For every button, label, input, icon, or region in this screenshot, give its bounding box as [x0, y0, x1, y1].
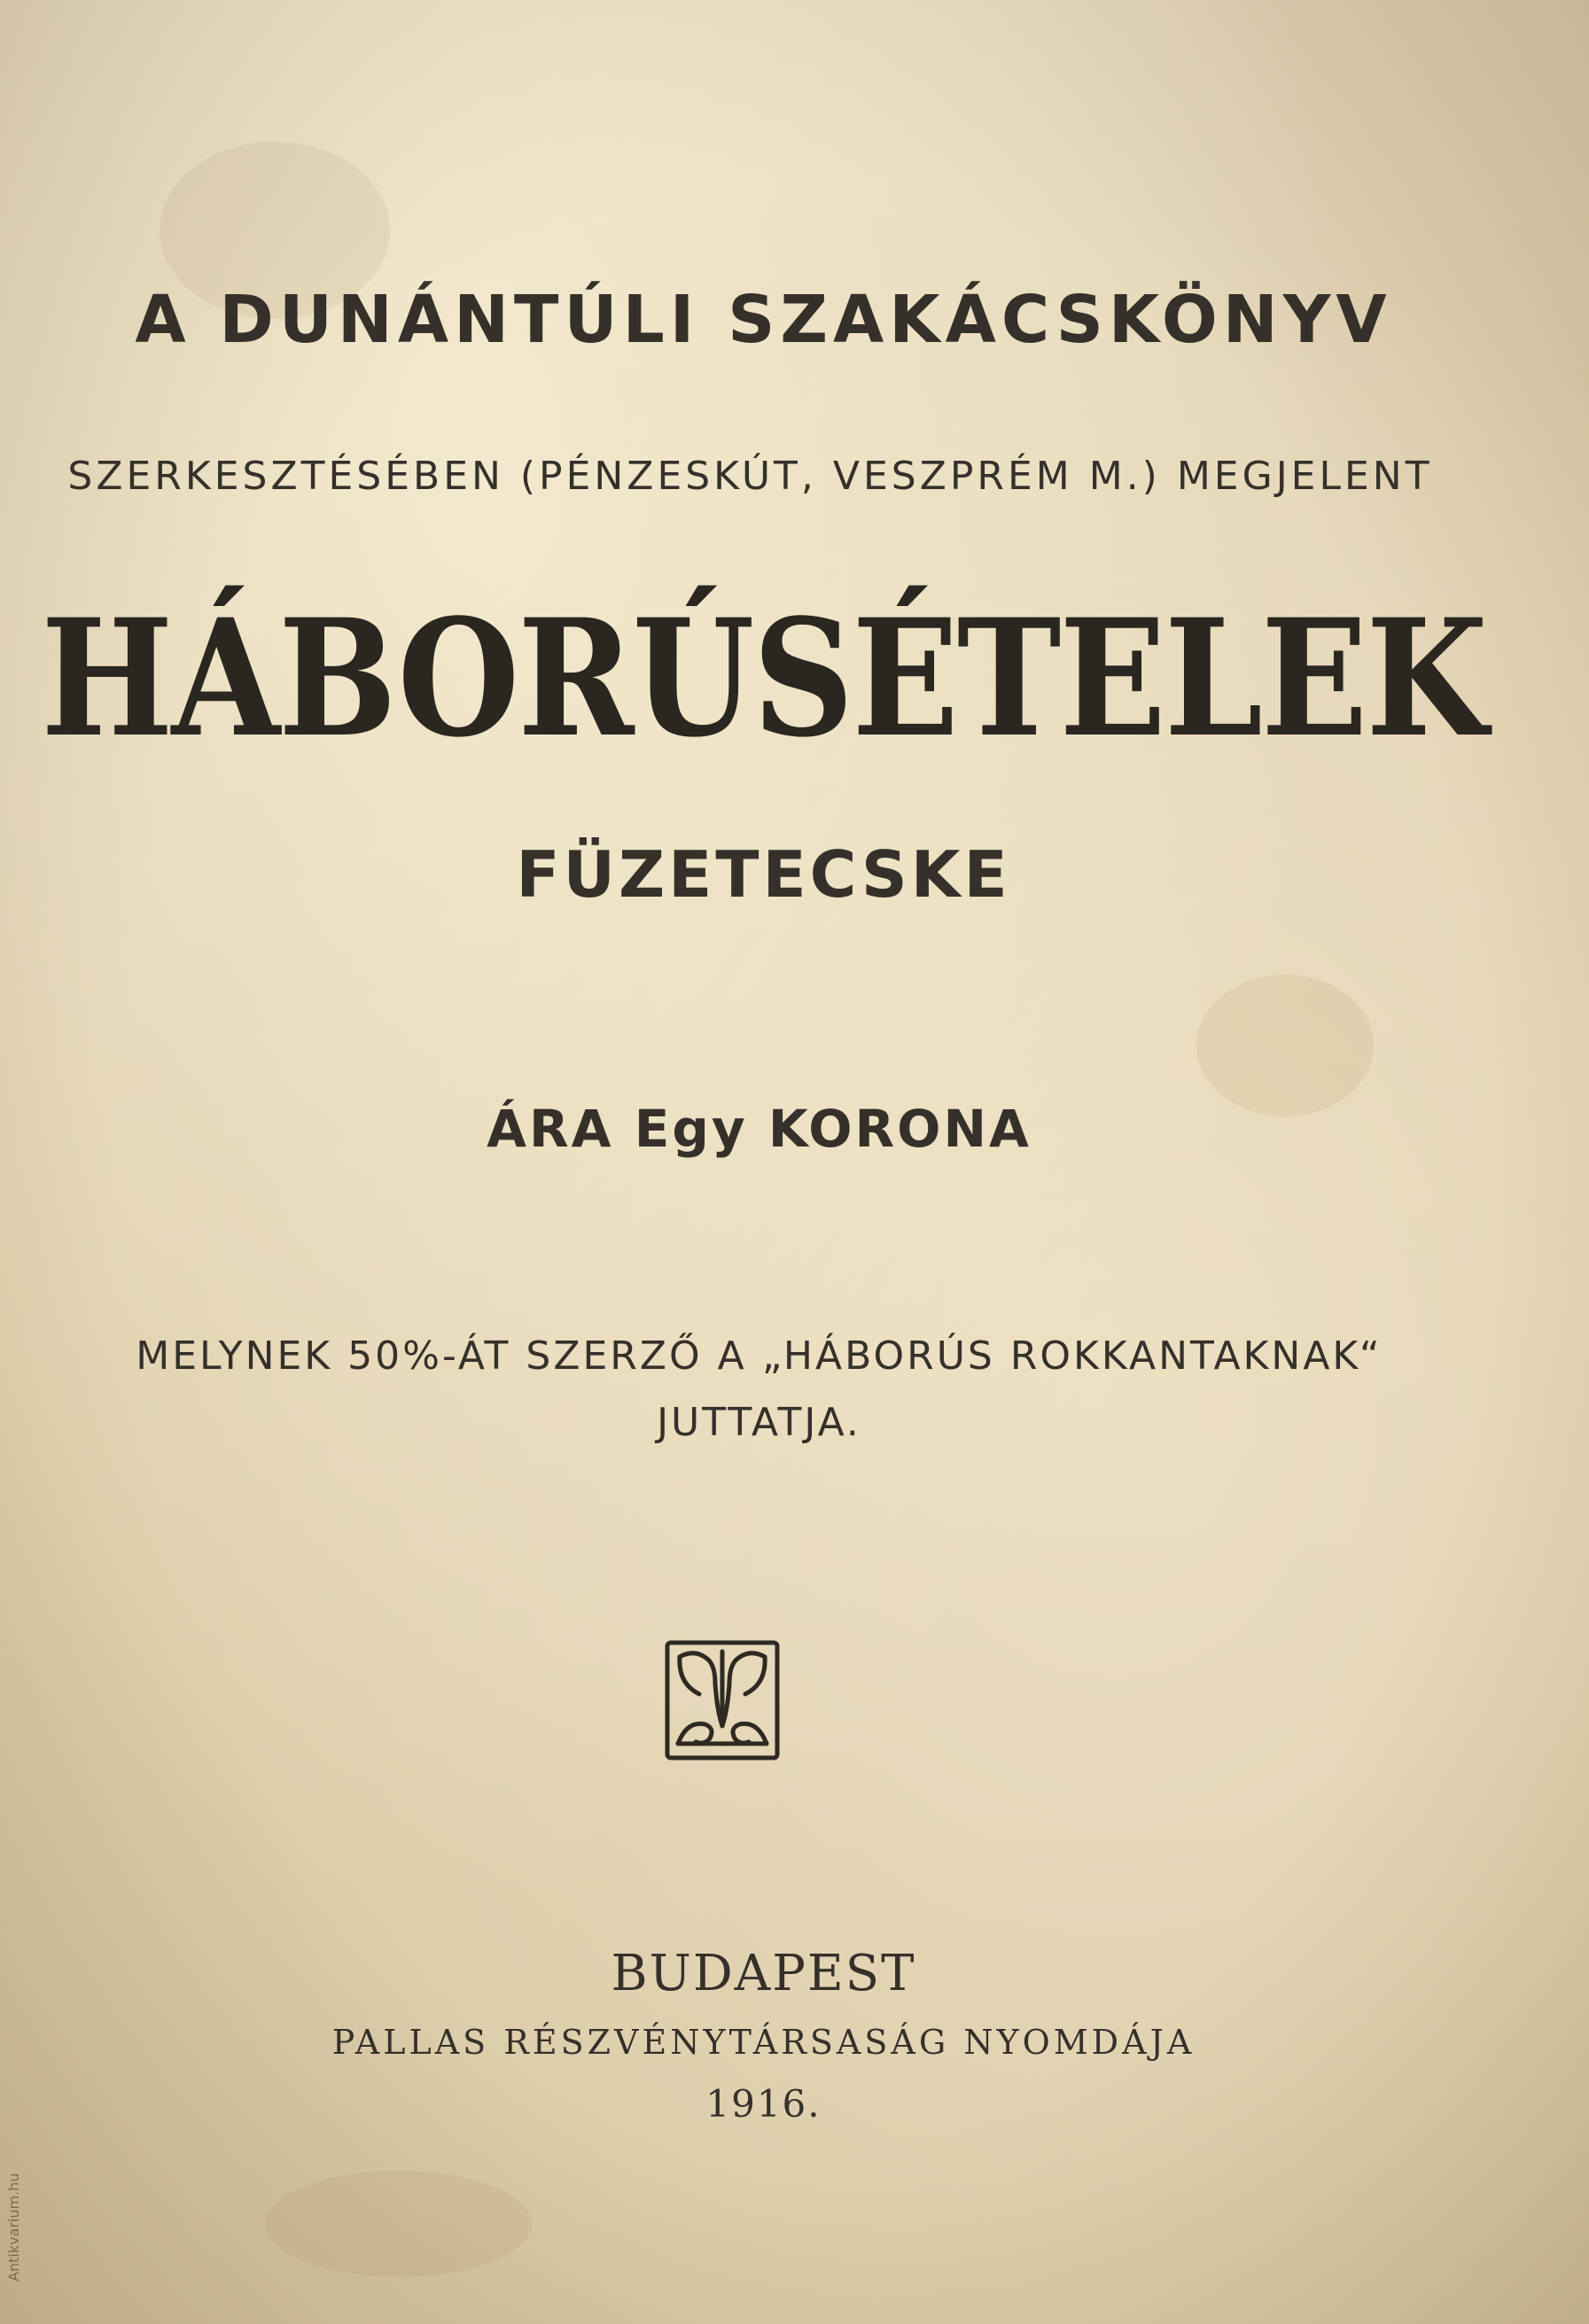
publication-place: BUDAPEST: [611, 1945, 916, 2002]
antikvarium-watermark: [4, 1878, 25, 2286]
paper-stain: [266, 2171, 532, 2277]
dedication-line-1: MELYNEK 50%-ÁT SZERZŐ A „HÁBORÚS ROKKANTAKNAK“: [136, 1333, 1383, 1379]
watermark-text: Antikvarium.hu: [5, 2172, 22, 2281]
series-heading: A DUNÁNTÚLI SZAKÁCSKÖNYV: [135, 282, 1392, 358]
paper-stain: [1196, 975, 1374, 1116]
book-subtitle: FÜZETECSKE: [516, 837, 1011, 912]
publication-year: 1916.: [705, 2082, 822, 2126]
art-nouveau-printer-mark-icon: [660, 1639, 784, 1763]
printer-name: PALLAS RÉSZVÉNYTÁRSASÁG NYOMDÁJA: [331, 2023, 1196, 2062]
dedication-line-2: JUTTATJA.: [657, 1400, 861, 1445]
book-title: HÁBORÚSÉTELEK: [41, 585, 1486, 773]
price-line: ÁRA Egy KORONA: [487, 1099, 1032, 1159]
editor-line: SZERKESZTÉSÉBEN (PÉNZESKÚT, VESZPRÉM M.) MEGJELENT: [67, 454, 1433, 499]
